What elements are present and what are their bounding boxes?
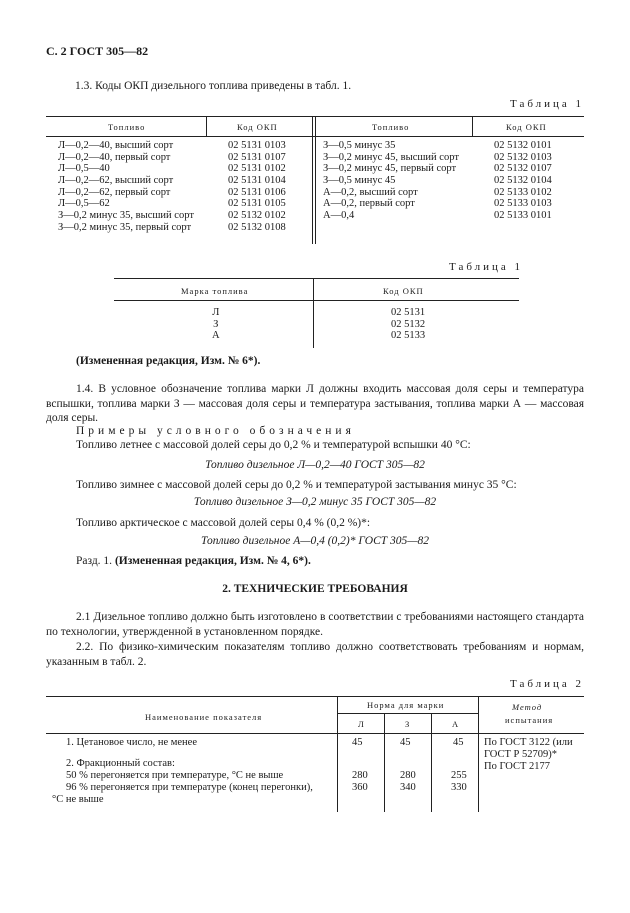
examples-title: Примеры условного обозначения <box>76 425 355 437</box>
table-cell: 330 <box>451 782 467 793</box>
table1a-col-fuel-left: Топливо <box>108 122 146 132</box>
table1b-col-code: Код ОКП <box>383 286 424 296</box>
table2-col-A: А <box>452 719 460 729</box>
table-cell: А—0,2, высший сорт <box>323 186 418 198</box>
paragraph-2-2: 2.2. По физико-химическим показателям топливо должно соответствовать требованиям и нормам, указанным в табл. 2. <box>46 641 584 668</box>
table2-row1-method: ГОСТ Р 52709)* <box>484 749 558 760</box>
table2-col-L: Л <box>358 719 365 729</box>
table2-row1-method: По ГОСТ 3122 (или <box>484 737 573 748</box>
table-cell: 02 5133 0103 <box>494 198 552 210</box>
example-1-text: Топливо летнее с массовой долей серы до 0,2 % и температурой вспышки 40 °С: <box>76 439 471 451</box>
table1b-label: Таблица 1 <box>449 261 524 273</box>
table2-vline <box>384 713 385 812</box>
table1a-right-codes <box>494 140 552 222</box>
table-cell: 02 5131 0105 <box>228 198 286 210</box>
table-cell: А—0,2, первый сорт <box>323 198 415 210</box>
table2-norm-rule <box>337 713 478 714</box>
table-cell: 02 5132 <box>391 318 426 330</box>
edit-note: (Измененная редакция, Изм. № 6*). <box>76 355 261 367</box>
paragraph-1-4: 1.4. В условное обозначение топлива марки Л должны входить массовая доля серы и температура вспышки, топлива марки З — массовая доля серы и температура застывания, топлива марки А — массовая доля серы. <box>46 383 584 424</box>
table1a-col-code-left: Код ОКП <box>237 122 278 132</box>
example-1-designation: Топливо дизельное Л—0,2—40 ГОСТ 305—82 <box>205 459 425 471</box>
table1b-vline <box>313 278 314 348</box>
table2-col-Z: З <box>405 719 411 729</box>
table2-vline <box>431 713 432 812</box>
table1a-vline <box>206 116 207 136</box>
table1a-label: Таблица 1 <box>510 98 585 110</box>
table1b-header-rule <box>114 300 519 301</box>
table-cell: 45 <box>352 737 363 748</box>
example-2-designation: Топливо дизельное З—0,2 минус 35 ГОСТ 305—82 <box>193 496 437 508</box>
paragraph-2-1: 2.1 Дизельное топливо должно быть изготовлено в соответствии с требованиями настоящего стандарта по технологии, утвержденной в установленном порядке. <box>46 611 584 638</box>
table2-row2b-name: 96 % перегоняется при температуре (конец перегонки), <box>66 782 313 793</box>
example-2-text: Топливо зимнее с массовой долей серы до 0,2 % и температурой застывания минус 35 °С: <box>76 479 517 491</box>
table2-row2-method: По ГОСТ 2177 <box>484 761 551 772</box>
table-cell: А—0,4 <box>323 210 355 222</box>
table-cell: 02 5133 0101 <box>494 210 552 222</box>
table-cell: 02 5132 0107 <box>494 163 552 175</box>
table-cell: Л—0,5—40 <box>58 163 110 175</box>
table1b-codes <box>391 307 425 342</box>
table2-label: Таблица 2 <box>510 678 585 690</box>
table-cell: Л—0,5—62 <box>58 198 110 210</box>
table1b-marks <box>212 307 220 342</box>
table-cell: 360 <box>352 782 368 793</box>
table-cell: А <box>212 330 220 342</box>
table1a-left-fuels <box>58 140 194 234</box>
table-cell: З—0,2 минус 35, первый сорт <box>58 221 192 233</box>
table-cell: 02 5131 0103 <box>228 140 286 151</box>
table1a-left-codes <box>228 140 286 234</box>
section1-edit-line <box>76 555 311 567</box>
table-cell: 02 5132 0108 <box>228 221 286 233</box>
table-cell: 280 <box>352 770 368 781</box>
table-cell: Л—0,2—40, первый сорт <box>58 151 171 163</box>
section1-edit-note: (Измененная редакция, Изм. № 4, 6*). <box>114 555 311 567</box>
table-cell: Л—0,2—62, высший сорт <box>58 175 174 187</box>
table2-row2b-name: °С не выше <box>52 794 104 805</box>
table-cell: З—0,5 минус 45 <box>323 175 396 187</box>
table-cell: 02 5131 0107 <box>228 151 286 163</box>
table-cell: З—0,2 минус 45, высший сорт <box>323 151 459 163</box>
table2-col-method: Метод <box>512 702 543 712</box>
table-cell: 02 5131 <box>391 307 426 318</box>
table1b-col-mark: Марка топлива <box>181 286 249 296</box>
table2-col-norm: Норма для марки <box>367 700 445 710</box>
table-cell: Л—0,2—40, высший сорт <box>58 140 174 151</box>
table-cell: 255 <box>451 770 467 781</box>
table-cell: 280 <box>400 770 416 781</box>
table-cell: 02 5133 0102 <box>494 186 552 198</box>
table-cell: З—0,2 минус 45, первый сорт <box>323 163 457 175</box>
table2-vline <box>478 696 479 812</box>
table1a-col-fuel-right: Топливо <box>372 122 410 132</box>
table-cell: 02 5132 0103 <box>494 151 552 163</box>
table-cell: З—0,2 минус 35, высший сорт <box>58 210 194 222</box>
example-3-designation: Топливо дизельное А—0,4 (0,2)* ГОСТ 305—82 <box>200 535 430 547</box>
table2-col-method: испытания <box>505 715 554 725</box>
table-cell: 02 5131 0106 <box>228 186 286 198</box>
table-cell: 02 5131 0104 <box>228 175 286 187</box>
table2-top-rule <box>46 696 584 697</box>
section1-ref: Разд. 1. <box>76 555 113 567</box>
table-cell: З—0,5 минус 35 <box>323 140 396 151</box>
table1b-top-rule <box>114 278 519 279</box>
table-cell: 02 5132 0104 <box>494 175 552 187</box>
table1a-col-code-right: Код ОКП <box>506 122 547 132</box>
table-cell: 02 5133 <box>391 330 426 342</box>
table2-header-rule <box>46 733 584 734</box>
table2-row1-name: 1. Цетановое число, не менее <box>66 737 197 748</box>
table-cell: 45 <box>400 737 411 748</box>
table2-row2-name: 2. Фракционный состав: <box>66 758 175 769</box>
table-cell: 45 <box>453 737 464 748</box>
table-cell: З <box>213 318 219 330</box>
table1a-vline <box>472 116 473 136</box>
section2-title: 2. ТЕХНИЧЕСКИЕ ТРЕБОВАНИЯ <box>222 583 408 595</box>
page-header: С. 2 ГОСТ 305—82 <box>46 44 149 58</box>
table2-row2a-name: 50 % перегоняется при температуре, °С не выше <box>66 770 284 781</box>
table2-vline <box>337 696 338 812</box>
intro-text: 1.3. Коды ОКП дизельного топлива приведены в табл. 1. <box>75 80 352 92</box>
table1a-right-fuels <box>323 140 459 222</box>
table1a-vline-double <box>315 116 316 244</box>
table2-col-name: Наименование показателя <box>145 712 263 722</box>
table-cell: 02 5132 0102 <box>228 210 286 222</box>
table1a-vline-double <box>312 116 313 244</box>
table-cell: 02 5131 0102 <box>228 163 286 175</box>
table-cell: Л <box>212 307 220 318</box>
table-cell: 02 5132 0101 <box>494 140 552 151</box>
table-cell: Л—0,2—62, первый сорт <box>58 186 171 198</box>
table-cell: 340 <box>400 782 416 793</box>
example-3-text: Топливо арктическое с массовой долей серы 0,4 % (0,2 %)*: <box>76 517 371 529</box>
